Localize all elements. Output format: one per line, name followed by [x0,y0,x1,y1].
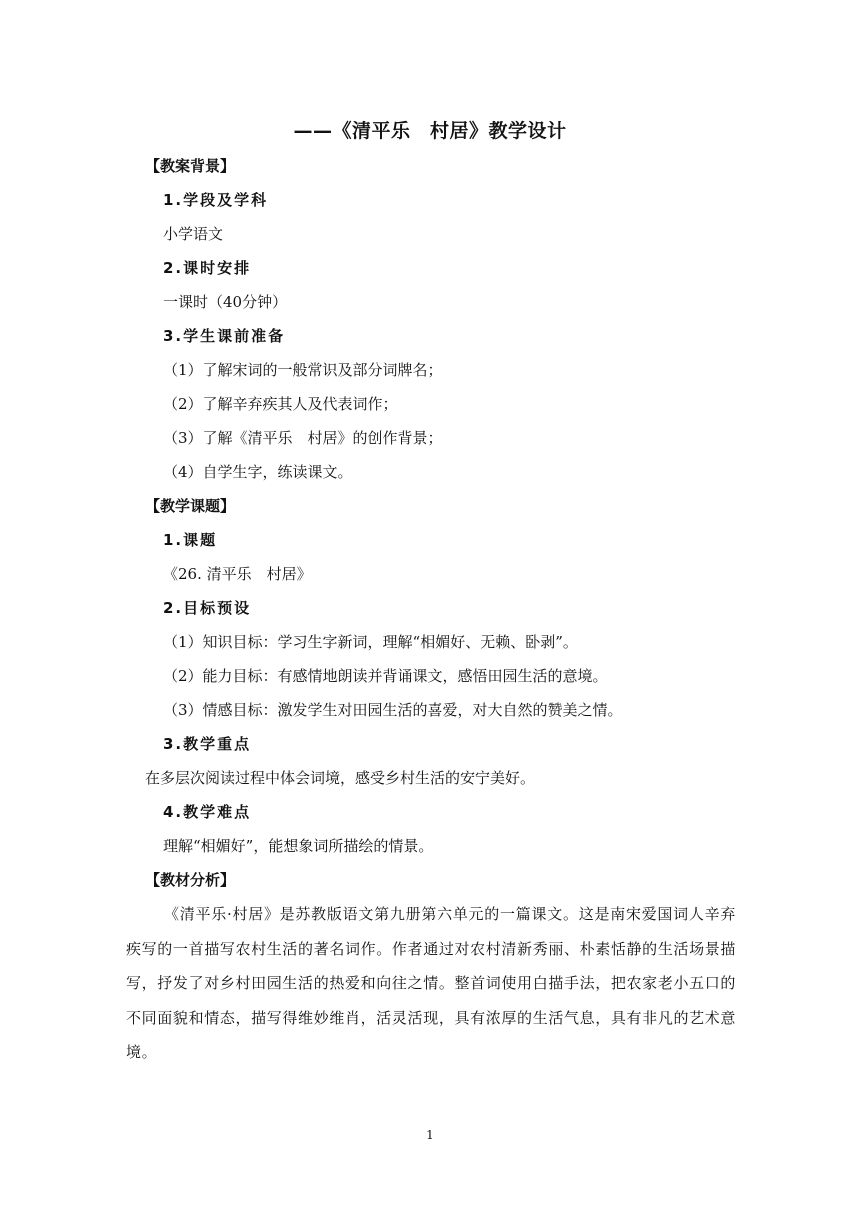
page-number: 1 [426,1128,434,1142]
heading-topic: 1.课题 [163,531,218,549]
analysis-paragraph: 《清平乐·村居》是苏教版语文第九册第六单元的一篇课文。这是南宋爱国词人辛弃疾写的一首描写农村生活的著名词作。作者通过对农村清新秀丽、朴素恬静的生活场景描写，抒发了对乡村田园生活的热爱和向往之情。整首词使用白描手法，把农家老小五口的不同面貌和情态，描写得维妙维肖，活灵活现，具有浓厚的生活气息，具有非凡的艺术意境。 [126,905,736,1061]
value-difficulty: 理解“相媚好”，能想象词所描绘的情景。 [163,837,434,855]
heading-goals: 2.目标预设 [163,599,252,617]
heading-preparation: 3.学生课前准备 [163,327,286,345]
document-title: ——《清平乐 村居》教学设计 [293,120,567,142]
list-item-goal-2: （2）能力目标：有感情地朗读并背诵课文，感悟田园生活的意境。 [163,667,608,685]
heading-key-point: 3.教学重点 [163,735,252,753]
list-item-goal-1: （1）知识目标：学习生字新词，理解“相媚好、无赖、卧剥”。 [163,633,578,651]
list-item-preparation-4: （4）自学生字，练读课文。 [163,463,353,481]
section-heading-background: 【教案背景】 [145,157,236,175]
list-item-goal-3: （3）情感目标：激发学生对田园生活的喜爱，对大自然的赞美之情。 [163,701,623,719]
heading-difficulty: 4.教学难点 [163,803,252,821]
list-item-preparation-3: （3）了解《清平乐 村居》的创作背景； [163,429,443,447]
section-heading-topic: 【教学课题】 [145,497,236,515]
list-item-preparation-1: （1）了解宋词的一般常识及部分词牌名； [163,361,443,379]
value-stage-subject: 小学语文 [163,225,224,243]
value-topic: 《26. 清平乐 村居》 [163,565,312,583]
value-schedule: 一课时（40分钟） [163,293,288,311]
list-item-preparation-2: （2）了解辛弃疾其人及代表词作； [163,395,398,413]
value-key-point: 在多层次阅读过程中体会词境，感受乡村生活的安宁美好。 [145,769,536,787]
heading-stage-subject: 1.学段及学科 [163,191,269,209]
section-heading-analysis: 【教材分析】 [145,871,236,889]
heading-schedule: 2.课时安排 [163,259,252,277]
